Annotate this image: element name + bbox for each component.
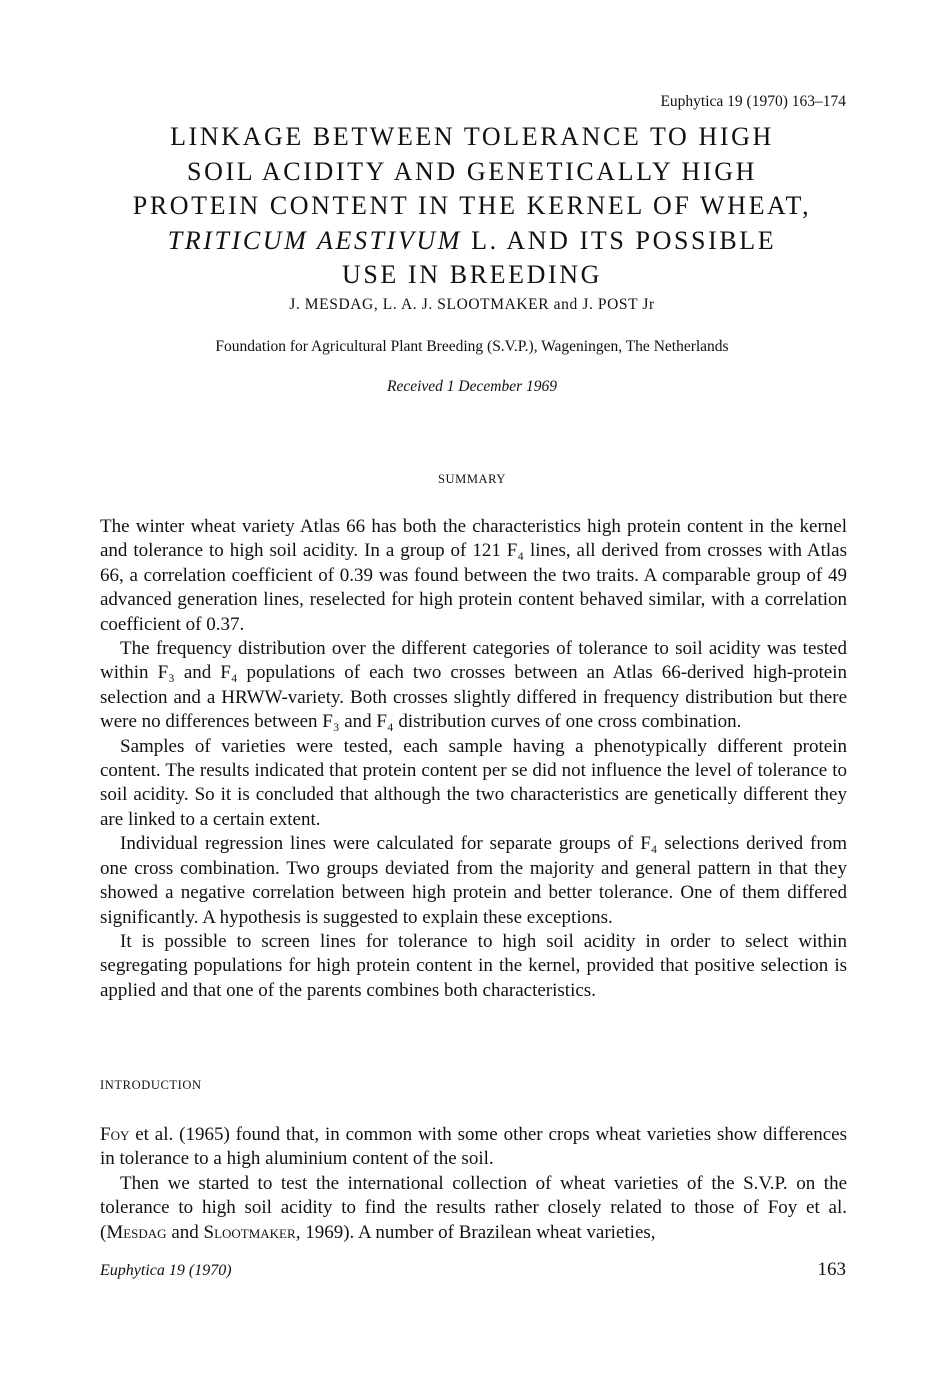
cited-author: Foy bbox=[100, 1124, 130, 1145]
summary-paragraph: The frequency distribution over the different categories of tolerance to soil acidity was tested within F₃ and F₄ populations of each two crosses between an Atlas 66-derived high-protein selection and a HRWW-variety. Both crosses slightly differed in frequency distribution but there were no differences between F₃ and F₄ distribution curves of one cross combination. bbox=[100, 638, 847, 733]
paragraph-text: et al. (1965) found that, in common with some other crops wheat varieties show differences in tolerance to a high aluminium content of the soil. bbox=[100, 1124, 847, 1170]
title-line: PROTEIN CONTENT IN THE KERNEL OF WHEAT, bbox=[132, 191, 812, 220]
title-line bbox=[90, 224, 854, 259]
journal-reference: Euphytica 19 (1970) 163–174 bbox=[660, 93, 846, 110]
footer-journal: Euphytica 19 (1970) bbox=[100, 1262, 232, 1279]
introduction-paragraph bbox=[100, 1172, 847, 1245]
introduction-paragraph bbox=[100, 1123, 847, 1172]
summary-paragraph: The winter wheat variety Atlas 66 has both the characteristics high protein content in the kernel and tolerance to high soil acidity. In a group of 121 F₄ lines, all derived from crosses with Atlas 66, a correlation coefficient of 0.39 was found between the two traits. A comparable group of 49 advanced generation lines, reselected for high protein content behaved similar, with a correlation coefficient of 0.37. bbox=[100, 516, 847, 635]
summary-paragraph: It is possible to screen lines for tolerance to high soil acidity in order to select within segregating populations for high protein content in the kernel, provided that positive selection is applied and that one of the parents combines both characteristics. bbox=[100, 930, 847, 1001]
summary-heading: SUMMARY bbox=[437, 472, 507, 486]
summary-text bbox=[100, 515, 847, 1003]
paragraph-text: , 1969). A number of Brazilean wheat varieties, bbox=[295, 1221, 656, 1243]
introduction-text bbox=[100, 1123, 847, 1245]
cited-author: Mesdag bbox=[106, 1221, 167, 1243]
paragraph-text: Then we started to test the international collection of wheat varieties of the S.V.P. on the tolerance to high soil acidity to find the results rather closely related to those of Foy et al. ( bbox=[100, 1172, 847, 1243]
species-name: TRITICUM AESTIVUM bbox=[167, 225, 463, 255]
cited-author: Slootmaker bbox=[203, 1221, 296, 1243]
title-line-rest: L. AND ITS POSSIBLE bbox=[462, 225, 777, 255]
article-title bbox=[90, 120, 854, 293]
title-line: LINKAGE BETWEEN TOLERANCE TO HIGH bbox=[170, 122, 774, 151]
affiliation: Foundation for Agricultural Plant Breeding (S.V.P.), Wageningen, The Netherlands bbox=[215, 338, 729, 355]
title-line: SOIL ACIDITY AND GENETICALLY HIGH bbox=[187, 156, 757, 186]
introduction-heading: INTRODUCTION bbox=[100, 1078, 202, 1092]
received-date: Received 1 December 1969 bbox=[387, 378, 557, 395]
authors: J. MESDAG, L. A. J. SLOOTMAKER and J. POST Jr bbox=[289, 296, 655, 313]
paragraph-text: and bbox=[166, 1221, 204, 1243]
summary-paragraph: Samples of varieties were tested, each sample having a phenotypically different protein content. The results indicated that protein content per se did not influence the level of tolerance to soil acidity. So it is concluded that although the two characteristics are genetically different they are linked to a certain extent. bbox=[100, 735, 847, 830]
title-line: USE IN BREEDING bbox=[342, 260, 602, 289]
summary-paragraph: Individual regression lines were calculated for separate groups of F₄ selections derived from one cross combination. Two groups deviated from the majority and general pattern in that they showed a negative correlation between high protein and better tolerance. One of them differed significantly. A hypothesis is suggested to explain these exceptions. bbox=[100, 833, 847, 928]
page-number: 163 bbox=[817, 1259, 846, 1280]
